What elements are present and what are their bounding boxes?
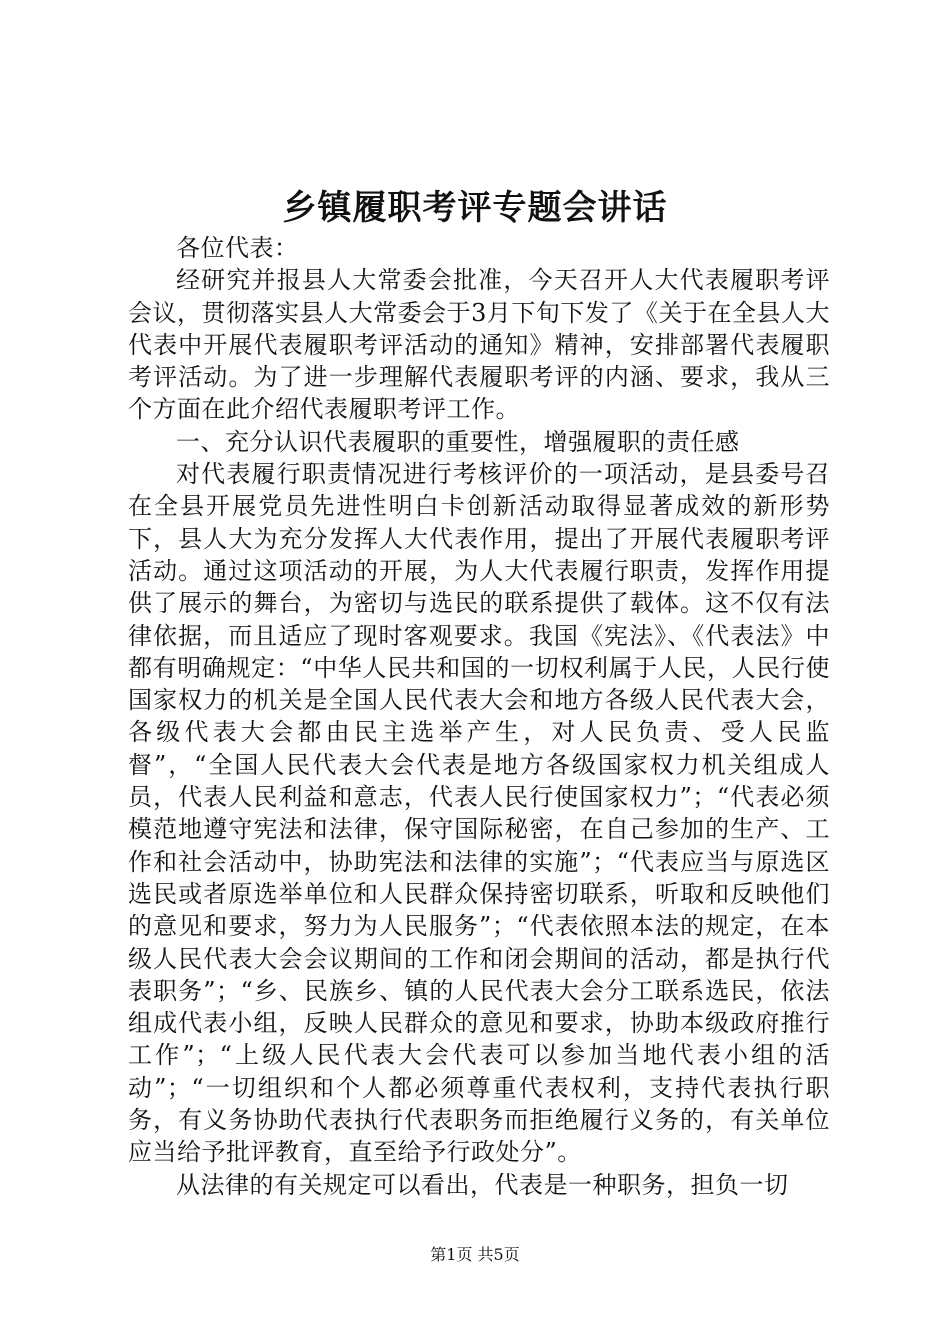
body-paragraph: 从法律的有关规定可以看出，代表是一种职务，担负一切 <box>176 1170 789 1199</box>
document-body <box>128 232 830 1201</box>
body-paragraph: 对代表履行职责情况进行考核评价的一项活动，是县委号召在全县开展党员先进性明白卡创新活动取得显著成效的新形势下，县人大为充分发挥人大代表作用，提出了开展代表履职考评活动。通过这项活动的开展，为人大代表履行职责，发挥作用提供了展示的舞台，为密切与选民的联系提供了载体。这不仅有法律依据，而且适应了现时客观要求。我国《宪法》、《代表法》中都有明确规定：“中华人民共和国的一切权利属于人民，人民行使国家权力的机关是全国人民代表大会和地方各级人民代表大会，各级代表大会都由民主选举产生，对人民负责、受人民监督”，“全国人民代表大会代表是地方各级国家权力机关组成人员，代表人民利益和意志，代表人民行使国家权力”；“代表必须模范地遵守宪法和法律，保守国际秘密，在自己参加的生产、工作和社会活动中，协助宪法和法律的实施”；“代表应当与原选区选民或者原选举单位和人民群众保持密切联系，听取和反映他们的意见和要求，努力为人民服务”；“代表依照本法的规定，在本级人民代表大会会议期间的工作和闭会期间的活动，都是执行代表职务”；“乡、民族乡、镇的人民代表大会分工联系选民，依法组成代表小组，反映人民群众的意见和要求，协助本级政府推行工作”；“上级人民代表大会代表可以参加当地代表小组的活动”；“一切组织和个人都必须尊重代表权利，支持代表执行职务，有义务协助代表执行代表职务而拒绝履行义务的，有关单位应当给予批评教育，直至给予行政处分”。 <box>128 460 830 1167</box>
page-footer: 第1页 共5页 <box>430 1245 520 1264</box>
document-title: 乡镇履职考评专题会讲话 <box>282 188 668 228</box>
salutation-paragraph: 各位代表： <box>176 234 299 262</box>
intro-paragraph: 经研究并报县人大常委会批准，今天召开人大代表履职考评会议，贯彻落实县人大常委会于3月下旬下发了《关于在全县人大代表中开展代表履职考评活动的通知》精神，安排部署代表履职考评活动。为了进一步理解代表履职考评的内涵、要求，我从三个方面在此介绍代表履职考评工作。 <box>128 266 830 424</box>
section-heading: 一、充分认识代表履职的重要性，增强履职的责任感 <box>176 427 740 456</box>
